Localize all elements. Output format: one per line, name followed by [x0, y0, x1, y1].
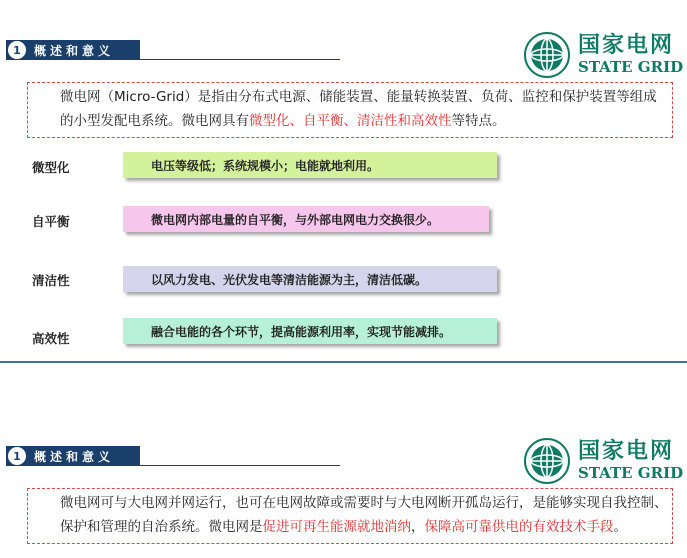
autonomy-textbox: [27, 488, 673, 544]
autonomy-highlight-2: 保障高可靠供电的有效技术手段: [424, 519, 614, 535]
autonomy-text: 微电网可与大电网并网运行，也可在电网故障或需要时与大电网断开孤岛运行，是能够实现自我控制、保护和管理的自治系统。微电网是: [60, 495, 668, 535]
state-grid-logo: [522, 436, 683, 486]
section-title: 概述和意义: [34, 449, 115, 464]
section-number: 1: [8, 447, 26, 465]
feature-label-miniaturization: 微型化: [32, 160, 70, 175]
intro-paragraph: [32, 85, 668, 133]
state-grid-logo: [522, 30, 683, 80]
feature-label-self-balance: 自平衡: [32, 214, 70, 229]
feature-desc-self-balance: 微电网内部电量的自平衡，与外部电网电力交换很少。: [123, 206, 489, 232]
logo-english-name: STATE GRID: [578, 58, 684, 76]
logo-chinese-name: 国家电网: [578, 439, 675, 464]
section-title: 概述和意义: [34, 43, 115, 58]
autonomy-highlight-1: 促进可再生能源就地消纳: [262, 519, 411, 535]
slide-divider: [0, 361, 687, 363]
feature-desc-efficiency: 融合电能的各个环节，提高能源利用率，实现节能减排。: [123, 318, 497, 344]
intro-text: 微电网（Micro-Grid）是指由分布式电源、储能装置、能量转换装置、负荷、监控和保护装置等组成的小型发配电系统。微电网具有: [60, 89, 657, 129]
logo-chinese-name: 国家电网: [578, 33, 675, 58]
section-underline: [140, 59, 340, 60]
section-number: 1: [8, 41, 26, 59]
section-header: [6, 446, 140, 466]
autonomy-separator: ，: [411, 519, 425, 535]
feature-label-cleanliness: 清洁性: [32, 273, 70, 288]
feature-desc-cleanliness: 以风力发电、光伏发电等清洁能源为主，清洁低碳。: [123, 266, 497, 292]
logo-english-name: STATE GRID: [578, 464, 684, 482]
autonomy-paragraph: [32, 491, 668, 539]
section-underline: [140, 465, 340, 466]
feature-label-efficiency: 高效性: [32, 331, 70, 346]
state-grid-globe-icon: [522, 30, 572, 80]
state-grid-globe-icon: [522, 436, 572, 486]
section-header: [6, 40, 140, 60]
feature-desc-miniaturization: 电压等级低；系统规模小；电能就地利用。: [123, 152, 497, 178]
intro-highlight: 微型化、自平衡、清洁性和高效性: [249, 113, 452, 129]
autonomy-text-end: 。: [613, 519, 627, 535]
intro-textbox: [27, 82, 673, 138]
intro-text-end: 等特点。: [451, 113, 506, 129]
